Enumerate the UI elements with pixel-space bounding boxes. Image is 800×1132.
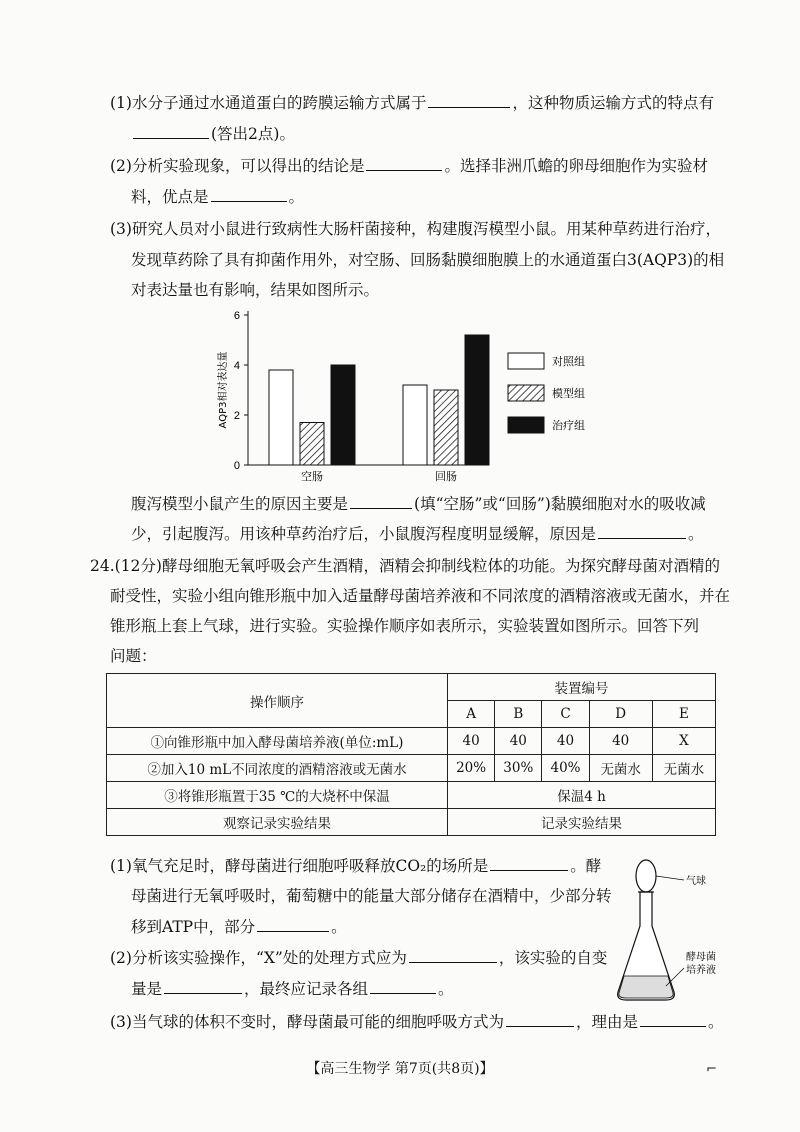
answer-blank[interactable]: [164, 978, 242, 994]
answer-blank[interactable]: [350, 493, 412, 509]
culture-liquid-icon: [619, 976, 673, 998]
q23-2-line1: (2)分析实验现象，可以得出的结论是 。选择非洲爪蟾的卵母细胞作为实验材: [110, 157, 708, 175]
y-tick-label: 2: [233, 410, 240, 422]
answer-blank[interactable]: [428, 92, 510, 108]
answer-blank[interactable]: [409, 947, 497, 963]
q23-1-line2: (答出2点)。: [131, 123, 295, 144]
table-cell: 记录实验结果: [448, 809, 716, 836]
q23-3-line3: 对表达量也有影响，结果如图所示。: [131, 281, 380, 299]
row-label: ②加入10 mL不同浓度的酒精溶液或无菌水: [107, 755, 448, 782]
yeast-label-2: 培养液: [686, 965, 716, 976]
q24-line1: 24.(12分)酵母细胞无氧呼吸会产生酒精，酒精会抑制线粒体的功能。为探究酵母菌对酒精的: [90, 557, 720, 575]
table-row: [107, 755, 716, 782]
bar-2-1: [300, 423, 324, 466]
aqp3-bar-chart: [208, 305, 608, 485]
q23-3-line2: 发现草药除了具有抑菌作用外，对空肠、回肠黏膜细胞膜上的水通道蛋白3(AQP3)的相: [131, 251, 725, 269]
legend-swatch: [508, 353, 544, 369]
row-label: ①向锥形瓶中加入酵母菌培养液(单位:mL): [107, 728, 448, 755]
answer-blank[interactable]: [506, 1011, 574, 1027]
answer-blank[interactable]: [257, 916, 329, 932]
q24-1-line2: 母菌进行无氧呼吸时，葡萄糖中的能量大部分储存在酒精中，少部分转: [131, 887, 612, 905]
table-col-e: E: [652, 701, 715, 728]
table-row: [107, 782, 716, 809]
table-col-d: D: [589, 701, 652, 728]
bar-1-1: [269, 370, 293, 465]
page-footer: 【高三生物学 第7页(共8页)】: [306, 1061, 494, 1077]
q23-2-line2: 料，优点是 。: [131, 188, 305, 206]
table-row: [107, 809, 716, 836]
legend-swatch: [508, 417, 544, 433]
q23-1-line1: (1)水分子通过水通道蛋白的跨膜运输方式属于 ，这种物质运输方式的特点有: [110, 94, 714, 112]
bar-3-1: [331, 365, 355, 465]
q24-2-line1: (2)分析该实验操作，“X”处的处理方式应为 ，该实验的自变: [110, 949, 608, 967]
table-header-device: 装置编号: [448, 674, 716, 701]
answer-blank[interactable]: [366, 155, 442, 171]
bar-1-2: [403, 385, 427, 465]
table-cell: 40: [542, 728, 589, 755]
table-col-b: B: [495, 701, 542, 728]
q24-line3: 锥形瓶上套上气球，进行实验。实验操作顺序如表所示，实验装置如图所示。回答下列: [110, 617, 700, 635]
q23-3-line1: (3)研究人员对小鼠进行致病性大肠杆菌接种，构建腹泻模型小鼠。用某种草药进行治疗，: [110, 220, 721, 238]
y-tick-label: 6: [233, 310, 240, 322]
y-tick-label: 4: [233, 360, 240, 372]
answer-blank[interactable]: [133, 123, 209, 139]
bar-3-2: [465, 335, 489, 465]
q23-3-line5: 少，引起腹泻。用该种草药治疗后，小鼠腹泻程度明显缓解，原因是 。: [131, 525, 704, 543]
x-category-label: 回肠: [435, 470, 457, 483]
legend-label: 模型组: [552, 387, 585, 400]
yeast-label-1: 酵母菌: [686, 952, 716, 963]
balloon-label: 气球: [686, 876, 706, 887]
q24-1-line3: 移到ATP中，部分 。: [131, 918, 347, 936]
legend-swatch: [508, 385, 544, 401]
q24-3-line: (3)当气球的体积不变时，酵母菌最可能的细胞呼吸方式为 ，理由是 。: [110, 1013, 724, 1031]
flask-balloon-figure: [610, 848, 730, 1018]
q23-3-line4: 腹泻模型小鼠产生的原因主要是 (填“空肠”或“回肠”)黏膜细胞对水的吸收减: [131, 495, 706, 513]
table-cell: 30%: [495, 755, 542, 782]
balloon-leader: [656, 876, 684, 880]
table-cell: 40: [495, 728, 542, 755]
table-cell: X: [652, 728, 715, 755]
legend-label: 治疗组: [552, 419, 585, 432]
q24-2-line2: 量是 ，最终应记录各组 。: [131, 980, 454, 998]
table-cell: 40%: [542, 755, 589, 782]
answer-blank[interactable]: [370, 978, 436, 994]
table-col-c: C: [542, 701, 589, 728]
bar-2-2: [434, 390, 458, 465]
answer-blank[interactable]: [490, 855, 568, 871]
table-header-operation: 操作顺序: [107, 674, 448, 728]
table-cell: 40: [448, 728, 495, 755]
q24-1-line1: (1)氧气充足时，酵母菌进行细胞呼吸释放CO₂的场所是 。酵: [110, 857, 602, 875]
table-cell: 无菌水: [589, 755, 652, 782]
q24-line4: 问题：: [110, 647, 157, 665]
q24-line2: 耐受性，实验小组向锥形瓶中加入适量酵母菌培养液和不同浓度的酒精溶液或无菌水，并在: [110, 587, 731, 605]
table-cell: 保温4 h: [448, 782, 716, 809]
y-axis-label: AQP3相对表达量: [218, 351, 229, 429]
row-label: 观察记录实验结果: [107, 809, 448, 836]
legend-label: 对照组: [552, 355, 585, 368]
y-tick-label: 0: [233, 460, 240, 472]
table-row: [107, 728, 716, 755]
corner-mark: ⌐: [706, 1062, 717, 1077]
x-category-label: 空肠: [301, 470, 323, 483]
experiment-table: [106, 673, 716, 836]
answer-blank[interactable]: [598, 523, 686, 539]
table-cell: 20%: [448, 755, 495, 782]
table-col-a: A: [448, 701, 495, 728]
table-cell: 40: [589, 728, 652, 755]
row-label: ③将锥形瓶置于35 ℃的大烧杯中保温: [107, 782, 448, 809]
balloon-icon: [636, 860, 656, 892]
table-cell: 无菌水: [652, 755, 715, 782]
answer-blank[interactable]: [211, 186, 287, 202]
